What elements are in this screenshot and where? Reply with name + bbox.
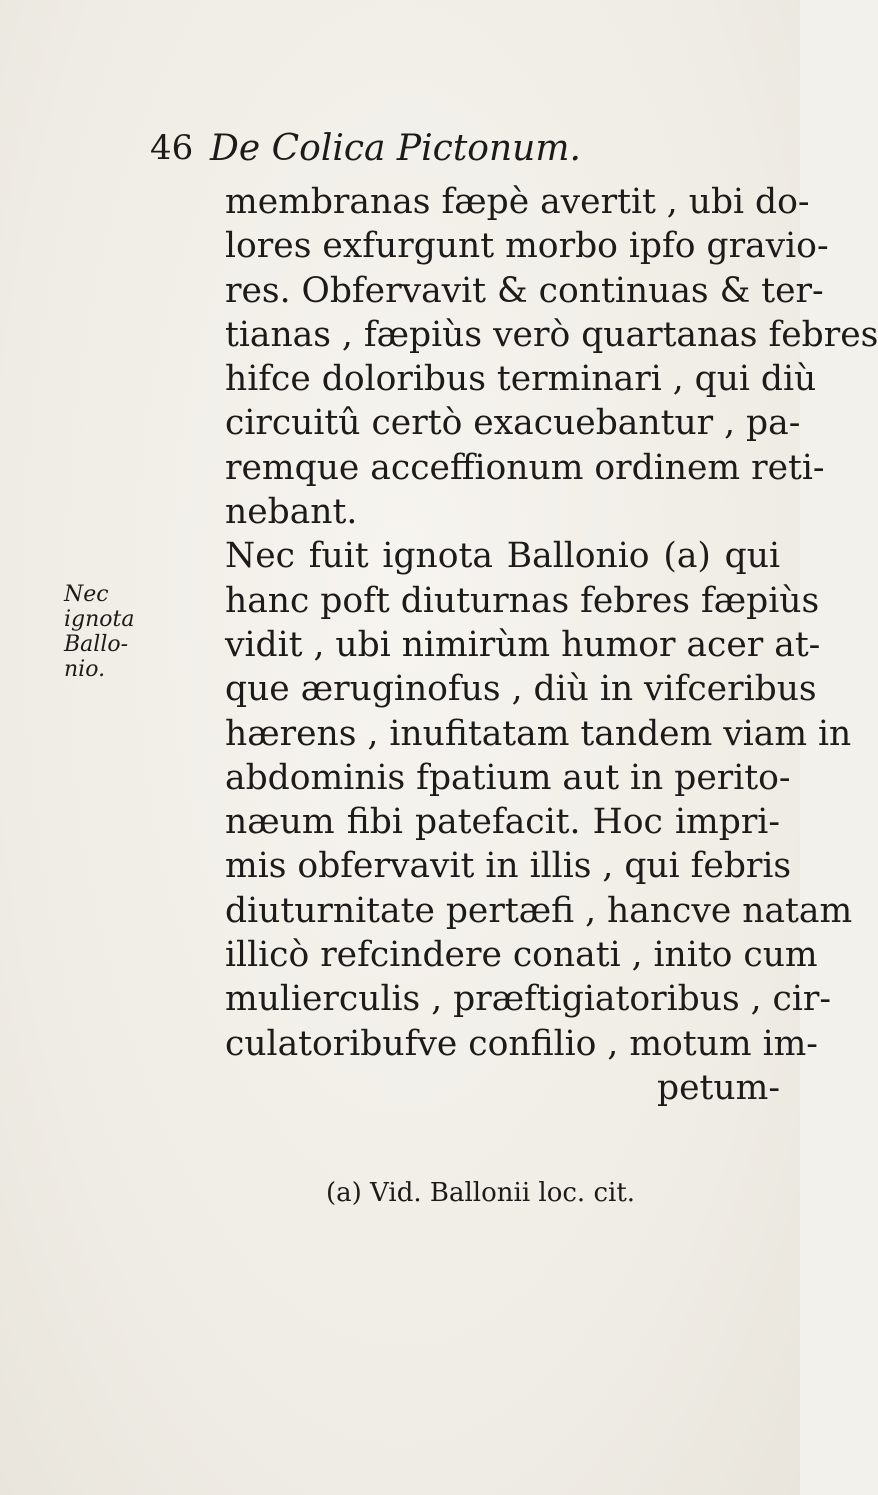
text-line: circuitû certò exacuebantur , pa-	[225, 403, 801, 444]
margin-note-line: Nec	[64, 582, 109, 607]
margin-note	[64, 582, 154, 682]
text-line: diuturnitate pertæfi , hancve natam	[225, 890, 853, 931]
running-title: De Colica Pictonum.	[210, 128, 581, 169]
text-line: tianas , fæpiùs verò quartanas febres	[225, 314, 878, 355]
text-line: vidit , ubi nimirùm humor acer at-	[225, 624, 821, 665]
margin-note-line: ignota	[64, 607, 135, 632]
text-line: res. Obfervavit & continuas & ter-	[225, 270, 824, 311]
running-head	[150, 128, 710, 178]
text-line: abdominis fpatium aut in perito-	[225, 757, 791, 798]
text-line: que æruginofus , diù in vifceribus	[225, 669, 817, 710]
text-line: nebant.	[225, 492, 358, 533]
body-text	[225, 180, 878, 1110]
text-line: lores exfurgunt morbo ipfo gravio-	[225, 226, 829, 267]
margin-note-line: nio.	[64, 657, 106, 682]
text-line: hærens , inufitatam tandem viam in	[225, 713, 852, 754]
text-line: Nec fuit ignota Ballonio (a) qui	[225, 536, 780, 577]
text-line: næum fibi patefacit. Hoc impri-	[225, 802, 780, 843]
text-line: membranas fæpè avertit , ubi do-	[225, 182, 810, 222]
margin-note-line: Ballo-	[64, 632, 129, 657]
page-number: 46	[150, 128, 194, 168]
catchword: petum-	[657, 1067, 780, 1108]
text-line: mis obfervavit in illis , qui febris	[225, 846, 792, 887]
text-line: illicò refcindere conati , inito cum	[225, 935, 818, 976]
text-line: mulierculis , præftigiatoribus , cir-	[225, 979, 832, 1020]
text-line: remque acceffionum ordinem reti-	[225, 447, 825, 488]
text-line: hifce doloribus terminari , qui diù	[225, 359, 817, 400]
text-line: culatoribufve confilio , motum im-	[225, 1023, 818, 1064]
footnote: (a) Vid. Ballonii loc. cit.	[326, 1178, 636, 1208]
text-line: hanc poft diuturnas febres fæpiùs	[225, 580, 820, 621]
